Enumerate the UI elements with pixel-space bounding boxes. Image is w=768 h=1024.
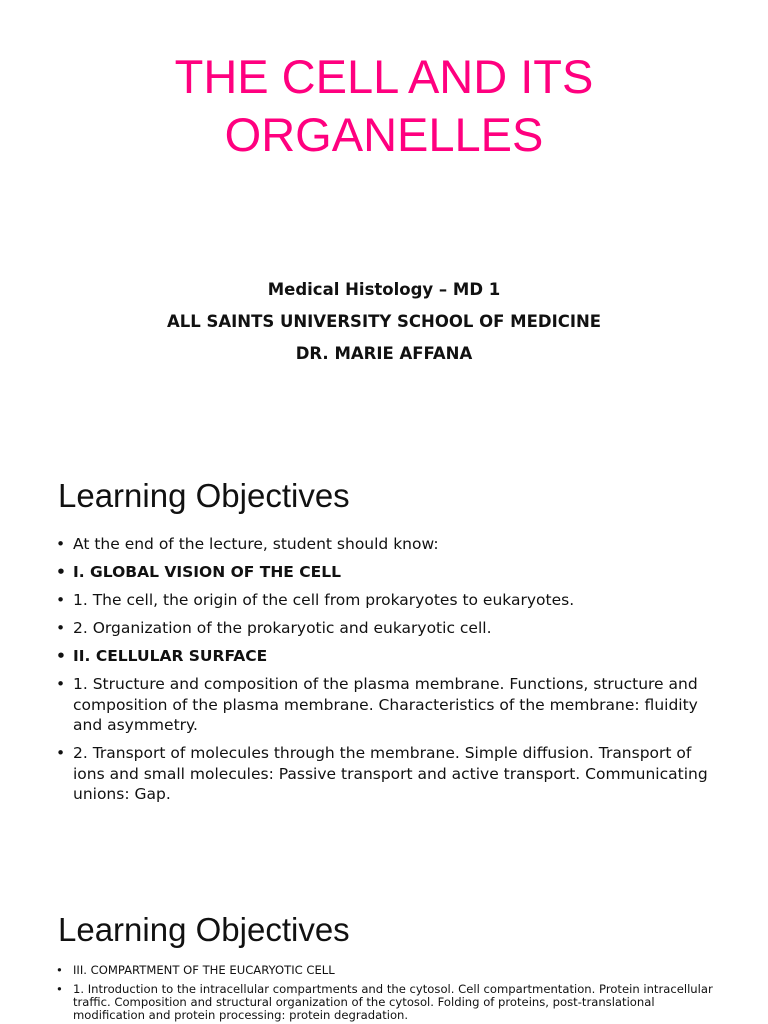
list-item <box>56 590 716 611</box>
list-item-text: 1. Structure and composition of the plasma membrane. Functions, structure and composition of the plasma membrane. Characteristics of the membrane: fluidity and asymmetry. <box>73 675 698 734</box>
objectives-slide-2 <box>0 890 768 1024</box>
school-name: ALL SAINTS UNIVERSITY SCHOOL OF MEDICINE <box>166 312 602 331</box>
slide-heading: Learning Objectives <box>58 911 350 948</box>
section-heading-text: I. GLOBAL VISION OF THE CELL <box>73 563 342 581</box>
title-line-2: ORGANELLES <box>224 108 544 161</box>
list-item <box>56 646 716 667</box>
list-item-text: 2. Organization of the prokaryotic and eukaryotic cell. <box>73 619 492 637</box>
bullet-icon: • <box>56 619 66 637</box>
slide-heading: Learning Objectives <box>58 477 350 514</box>
bullet-icon: • <box>56 563 66 581</box>
instructor-name: DR. MARIE AFFANA <box>295 344 473 363</box>
objectives-slide-1 <box>0 456 768 856</box>
bullet-icon: • <box>56 963 63 977</box>
bullet-icon: • <box>56 535 66 553</box>
list-item <box>56 618 716 639</box>
course-name: Medical Histology – MD 1 <box>267 280 501 299</box>
bullet-icon: • <box>56 982 63 996</box>
bullet-icon: • <box>56 675 66 693</box>
list-item-text: 1. Introduction to the intracellular compartments and the cytosol. Cell compartmentation. Protein intracellular traffic. Composition and structural organization of the cytosol. Folding of proteins, post-translational modification and protein processing: protein degradation. <box>73 982 713 1022</box>
presentation-title <box>0 48 768 164</box>
bullet-icon: • <box>56 744 66 762</box>
title-slide <box>0 0 768 440</box>
bullet-icon: • <box>56 591 66 609</box>
bullet-icon: • <box>56 647 66 665</box>
subtitle-block <box>0 274 768 370</box>
list-item-text: III. COMPARTMENT OF THE EUCARYOTIC CELL <box>73 963 335 977</box>
list-item <box>56 674 716 736</box>
objectives-list <box>56 964 716 1024</box>
list-item <box>56 534 716 555</box>
list-item-text: 2. Transport of molecules through the membrane. Simple diffusion. Transport of ions and small molecules: Passive transport and active transport. Communicating unions: Gap. <box>73 744 708 803</box>
list-item <box>56 964 716 977</box>
list-item-text: At the end of the lecture, student should know: <box>73 535 439 553</box>
title-line-1: THE CELL AND ITS <box>174 50 594 103</box>
list-item-text: 1. The cell, the origin of the cell from prokaryotes to eukaryotes. <box>73 591 575 609</box>
list-item <box>56 743 716 805</box>
list-item <box>56 983 716 1022</box>
list-item <box>56 562 716 583</box>
objectives-list <box>56 534 716 812</box>
section-heading-text: II. CELLULAR SURFACE <box>73 647 268 665</box>
